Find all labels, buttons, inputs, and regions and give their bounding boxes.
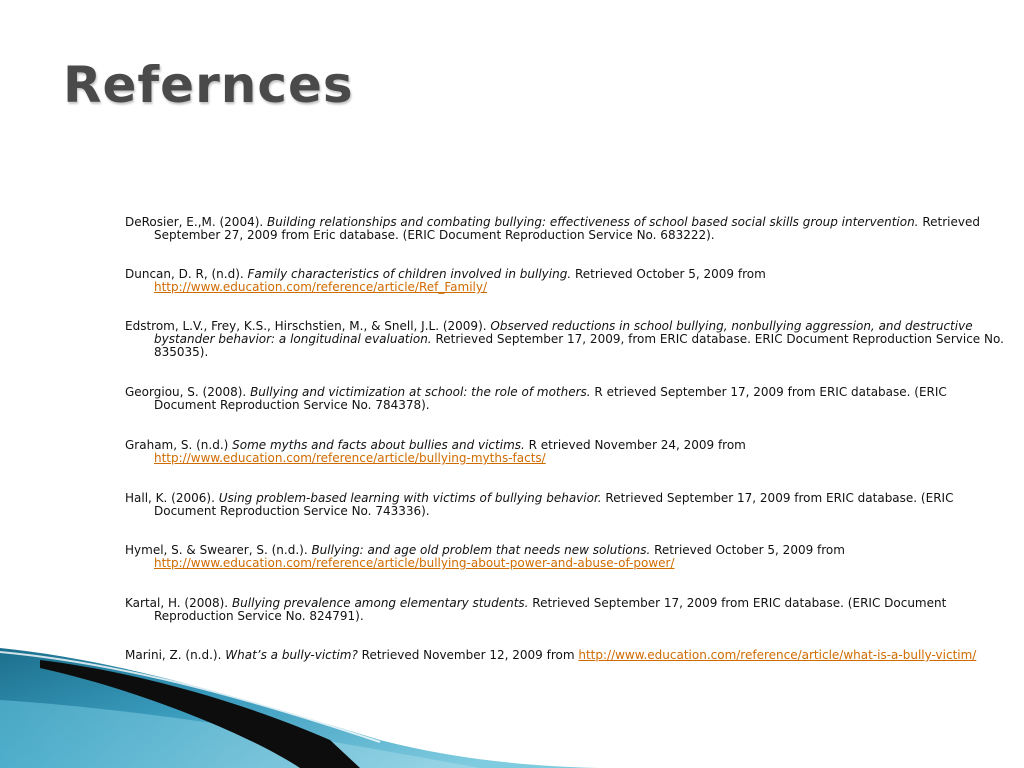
reference-work-title: Some myths and facts about bullies and victims. [232, 438, 525, 452]
reference-author-date: Duncan, D. R, (n.d). [125, 267, 248, 281]
slide-title: Refernces [63, 56, 354, 114]
reference-retrieval: Retrieved November 12, 2009 from [357, 648, 579, 662]
reference-author-date: Hall, K. (2006). [125, 491, 219, 505]
reference-work-title: Bullying: and age old problem that needs new solutions. [311, 543, 651, 557]
reference-author-date: Edstrom, L.V., Frey, K.S., Hirschstien, M., & Snell, J.L. (2009). [125, 319, 491, 333]
reference-author-date: Georgiou, S. (2008). [125, 385, 251, 399]
reference-retrieval: Retrieved September 17, 2009, from ERIC database. ERIC Document Reproduction Service No. 835035). [154, 332, 1004, 359]
reference-work-title: Using problem-based learning with victims of bullying behavior. [218, 491, 602, 505]
reference-link[interactable]: http://www.education.com/reference/article/what-is-a-bully-victim/ [578, 648, 977, 662]
reference-retrieval: R etrieved November 24, 2009 from [524, 438, 746, 452]
reference-author-date: DeRosier, E.,M. (2004). [125, 215, 268, 229]
reference-retrieval: R etrieved September 17, 2009 from ERIC database. (ERIC Document Reproduction Service No. 784378). [154, 385, 947, 412]
reference-link[interactable]: http://www.education.com/reference/article/Ref_Family/ [154, 280, 488, 294]
reference-retrieval: Retrieved September 27, 2009 from Eric database. (ERIC Document Reproduction Service No. 683222). [154, 215, 980, 242]
reference-link[interactable]: http://www.education.com/reference/article/bullying-myths-facts/ [154, 451, 546, 465]
reference-work-title: Family characteristics of children involved in bullying. [247, 267, 572, 281]
reference-author-date: Kartal, H. (2008). [125, 596, 232, 610]
reference-retrieval: Retrieved October 5, 2009 from [571, 267, 766, 281]
reference-work-title: Building relationships and combating bullying: effectiveness of school based social skills group intervention. [267, 215, 919, 229]
reference-work-title: What’s a bully-victim? [225, 648, 358, 662]
reference-work-title: Bullying and victimization at school: the role of mothers. [250, 385, 591, 399]
reference-author-date: Graham, S. (n.d.) [125, 438, 233, 452]
reference-retrieval: Retrieved September 17, 2009 from ERIC database. (ERIC Document Reproduction Service No. 824791). [154, 596, 947, 623]
reference-work-title: Bullying prevalence among elementary students. [231, 596, 529, 610]
reference-author-date: Hymel, S. & Swearer, S. (n.d.). [125, 543, 312, 557]
reference-work-title: Observed reductions in school bullying, nonbullying aggression, and destructive bystander behavior: a longitudinal evaluation. [154, 319, 973, 346]
reference-retrieval: Retrieved September 17, 2009 from ERIC database. (ERIC Document Reproduction Service No. 743336). [154, 491, 954, 518]
reference-author-date: Marini, Z. (n.d.). [125, 648, 226, 662]
reference-link[interactable]: http://www.education.com/reference/article/bullying-about-power-and-abuse-of-power/ [154, 556, 675, 570]
reference-retrieval: Retrieved October 5, 2009 from [650, 543, 845, 557]
